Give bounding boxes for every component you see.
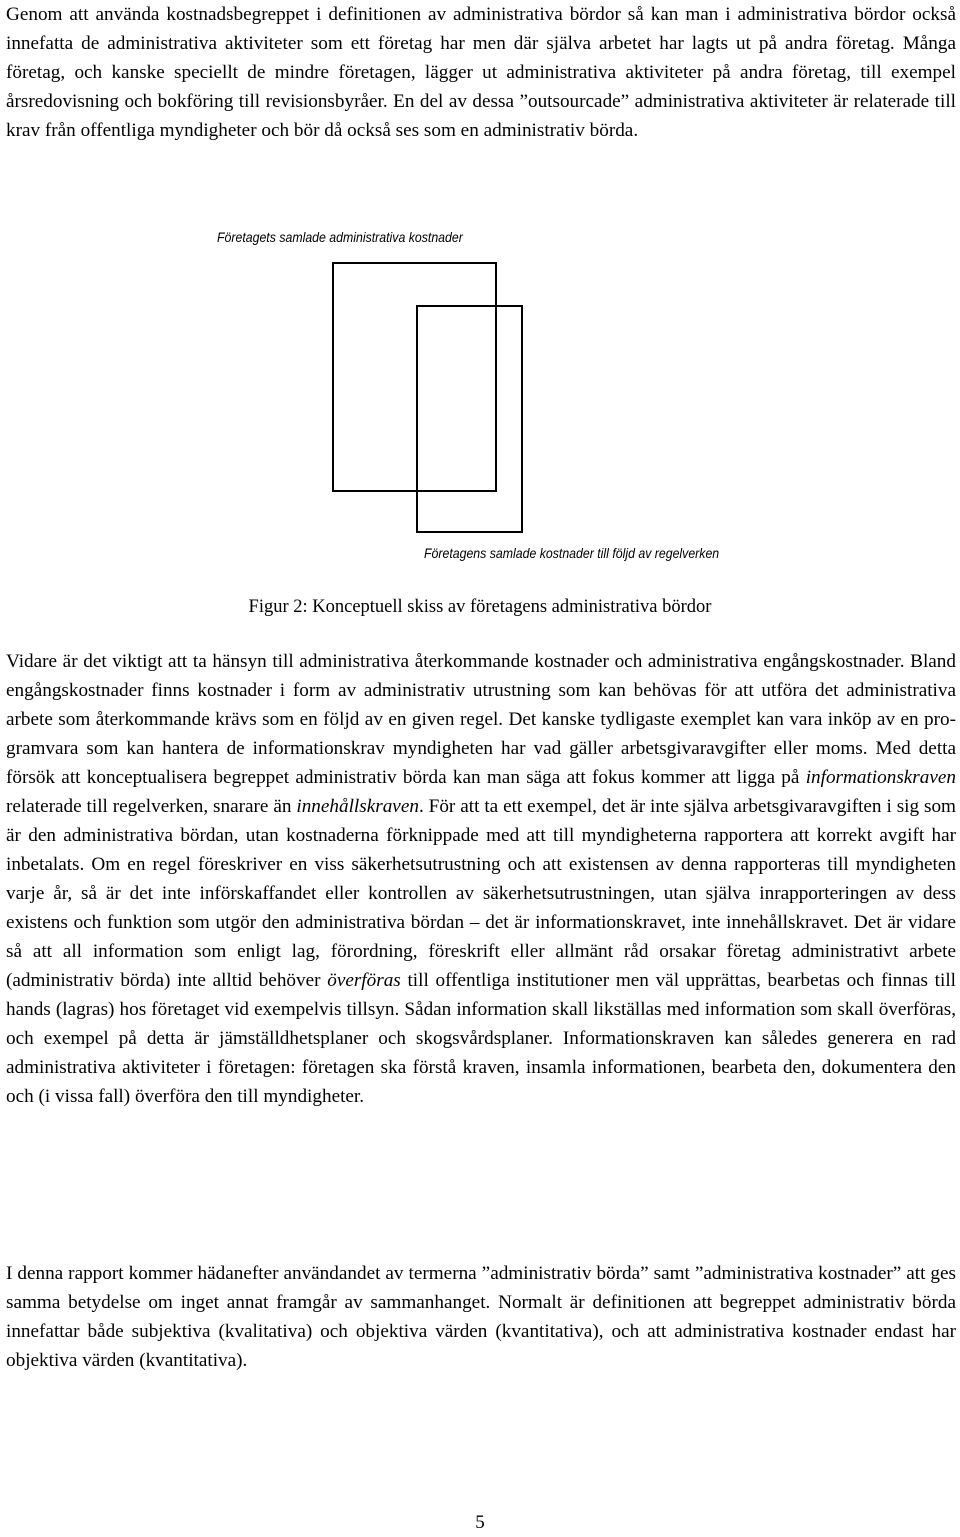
emphasis-text: informationskraven xyxy=(805,767,956,788)
figure-caption: Figur 2: Konceptuell skiss av företagens administrativa bördor xyxy=(248,597,712,617)
paragraph-text: relaterade till regelverken, snarare än xyxy=(6,796,297,817)
figure-label-total-costs: Företagets samlade administrativa kostnader xyxy=(217,229,463,245)
paragraph-information-requirements xyxy=(6,647,956,1111)
figure-label-regulation-costs: Företagens samlade kostnader till följd av regelverken xyxy=(424,545,720,561)
emphasis-text: innehållskraven xyxy=(296,796,419,817)
paragraph-terminology: I denna rapport kommer hädanefter användandet av termerna ”administrativ börda” samt ”administrativa kostnader” att ges samma betydelse om inget annat framgår av sammanhanget. Normalt är definitionen att begreppet administrativ börda innefattar både subjektiva (kvalitativa) och objektiva värden (kvantitativa), och att administrativa kostnader endast har objektiva värden (kvantitativa). xyxy=(6,1263,956,1371)
emphasis-text: överföras xyxy=(327,970,401,991)
paragraph-outsourcing: Genom att använda kostnadsbegreppet i definitionen av administrativa bördor så kan man i administrativa bördor också innefatta de administrativa aktiviteter som ett företag har men där själva arbetet har lagts ut på andra företag. Många företag, och kanske speciellt de mindre företagen, lägger ut administrativa aktiviteter på andra företag, till exempel årsredovisning och bokföring till revisionsbyråer. En del av dessa ”outsourcade” administrativa aktiviteter är relaterade till krav från offentliga myndigheter och bör då också ses som en administrativ börda. xyxy=(6,4,956,141)
paragraph-text: till offentliga institutioner men väl upprättas, bearbetas och finnas till hands (lagras) hos företaget vid exempelvis tillsyn. Sådan information skall likställas med information som skall överföras, och exempel på detta är jämställdhetsplaner och skogsvårdsplaner. Informationskraven kan således generera en rad administrativa aktiviteter i företagen: företagen ska förstå kraven, insamla informationen, bearbeta den, dokumentera den och (i vissa fall) överföra den till myndigheter. xyxy=(6,970,956,1107)
figure-box-regulation-costs xyxy=(416,305,523,533)
paragraph-text: Vidare är det viktigt att ta hänsyn till administrativa återkommande kostnader och administrativa engångskostnader. Bland engångskostnader finns kostnader i form av administrativ utrustning som kan behövas för att utföra det administrativa arbete som återkommande krävs som en följd av en given regel. Det kanske tydligaste exemplet kan vara inköp av en programvara som kan hantera de informationskrav myndigheten har vad gäller arbetsgivaravgifter eller moms. Med detta försök att konceptualisera begreppet administrativ börda kan man säga att fokus kommer att ligga på xyxy=(6,651,956,788)
paragraph-text: . För att ta ett exempel, det är inte själva arbetsgivaravgiften i sig som är den administrativa bördan, utan kostnaderna förknippade med att till myndigheterna rapportera att korrekt avgift har inbetalats. Om en regel föreskriver en viss säkerhetsutrustning och att existensen av denna rapporteras till myndigheten varje år, så är det inte införskaffandet eller kontrollen av säkerhetsutrustningen, utan själva inrapporteringen av dess existens och funktion som utgör den administrativa bördan – det är informationskravet, inte innehållskravet. Det är vidare så att all information som enligt lag, förordning, föreskrift eller allmänt råd orsakar företag administrativt arbete (administrativ börda) inte alltid behöver xyxy=(6,796,956,991)
page-number: 5 xyxy=(475,1512,485,1533)
